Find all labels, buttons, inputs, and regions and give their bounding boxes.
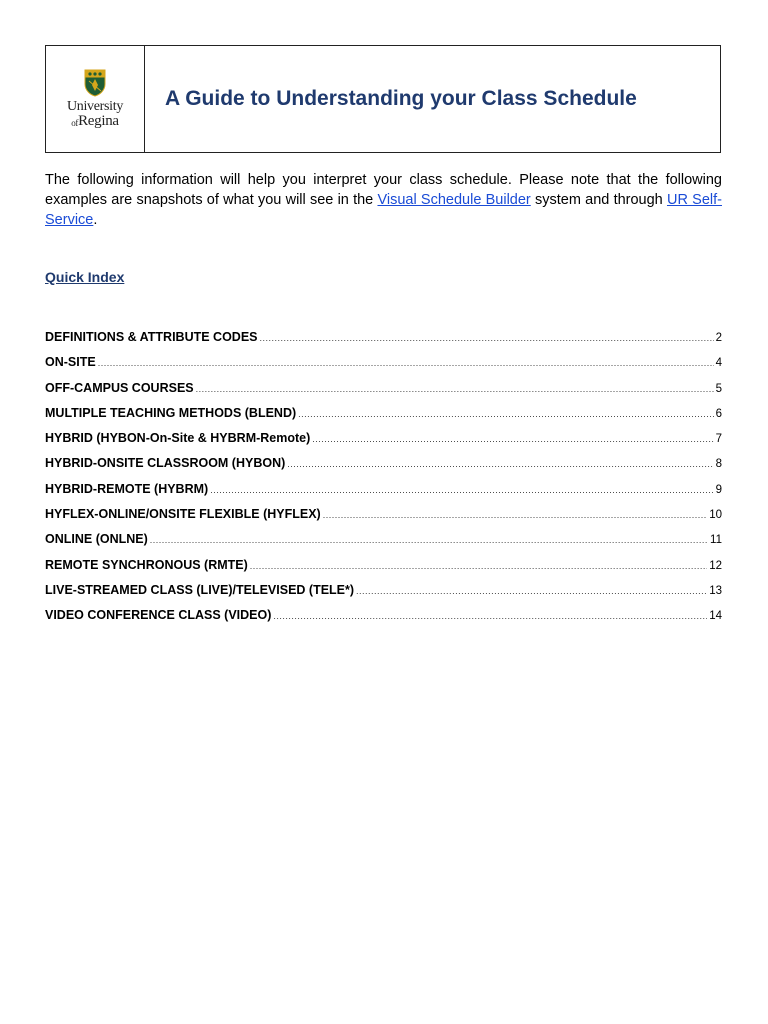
toc-leader [250,561,707,571]
intro-paragraph [45,170,722,230]
toc-leader [210,485,713,495]
document-title: A Guide to Understanding your Class Schedule [165,87,637,110]
toc-page: 5 [715,382,722,395]
quick-index-heading[interactable]: Quick Index [45,269,125,285]
toc-leader [196,384,714,394]
university-crest-icon [84,69,106,97]
visual-schedule-builder-link[interactable]: Visual Schedule Builder [377,192,531,208]
toc-leader [273,611,707,621]
toc-item-live-streamed[interactable] [45,583,722,608]
toc-item-remote-synchronous[interactable] [45,558,722,583]
university-logo [46,46,145,152]
toc-label: DEFINITIONS & ATTRIBUTE CODES [45,330,258,344]
toc-leader [356,586,707,596]
toc-page: 7 [715,433,722,446]
toc-label: ONLINE (ONLNE) [45,532,148,547]
table-of-contents [45,330,722,634]
toc-leader [323,510,708,520]
toc-leader [150,535,708,545]
toc-page: 9 [715,483,722,496]
toc-item-hybrm[interactable] [45,482,722,507]
title-cell [145,46,720,152]
intro-text-middle: system and through [530,192,667,208]
toc-leader [287,459,713,469]
ur-self-service-link[interactable]: UR Self-Service [45,192,722,228]
toc-page: 6 [715,407,722,420]
toc-page: 14 [709,610,722,623]
toc-label: HYFLEX-ONLINE/ONSITE FLEXIBLE (HYFLEX) [45,507,321,522]
toc-item-definitions[interactable] [45,330,722,355]
toc-label: VIDEO CONFERENCE CLASS (VIDEO) [45,608,272,623]
toc-page: 2 [715,332,722,344]
toc-label: HYBRID-REMOTE (HYBRM) [45,481,209,496]
logo-of-text: of [71,118,79,128]
document-header [45,45,721,153]
toc-leader [98,358,714,368]
toc-item-video-conference[interactable] [45,608,722,633]
intro-text-after: . [93,212,98,228]
toc-page: 11 [710,534,722,547]
toc-page: 8 [715,458,722,471]
toc-leader [312,434,713,444]
toc-label: ON-SITE [45,355,96,370]
toc-item-online[interactable] [45,532,722,557]
logo-university-text: University [66,99,124,114]
toc-leader [298,409,713,419]
logo-regina-word: Regina [78,113,119,129]
toc-page: 10 [709,509,722,522]
toc-page: 12 [709,559,722,572]
toc-label: REMOTE SYNCHRONOUS (RMTE) [45,557,248,572]
toc-label: OFF-CAMPUS COURSES [45,380,194,395]
toc-leader [260,333,714,343]
toc-item-hybon[interactable] [45,456,722,481]
toc-item-hybrid[interactable] [45,431,722,456]
toc-item-on-site[interactable] [45,355,722,380]
intro-text-before: The following information will help you interpret your class schedule. Please note that the following examples are snapshots of what you will see in the [45,172,722,208]
toc-page: 13 [709,584,722,597]
toc-label: HYBRID-ONSITE CLASSROOM (HYBON) [45,456,286,471]
toc-item-hyflex[interactable] [45,507,722,532]
toc-item-blend[interactable] [45,406,722,431]
logo-regina-text [71,114,119,129]
toc-label: HYBRID (HYBON-On-Site & HYBRM-Remote) [45,431,311,446]
toc-page: 4 [715,357,722,370]
toc-label: LIVE-STREAMED CLASS (LIVE)/TELEVISED (TELE*) [45,582,355,597]
toc-label: MULTIPLE TEACHING METHODS (BLEND) [45,405,297,420]
toc-item-off-campus[interactable] [45,381,722,406]
